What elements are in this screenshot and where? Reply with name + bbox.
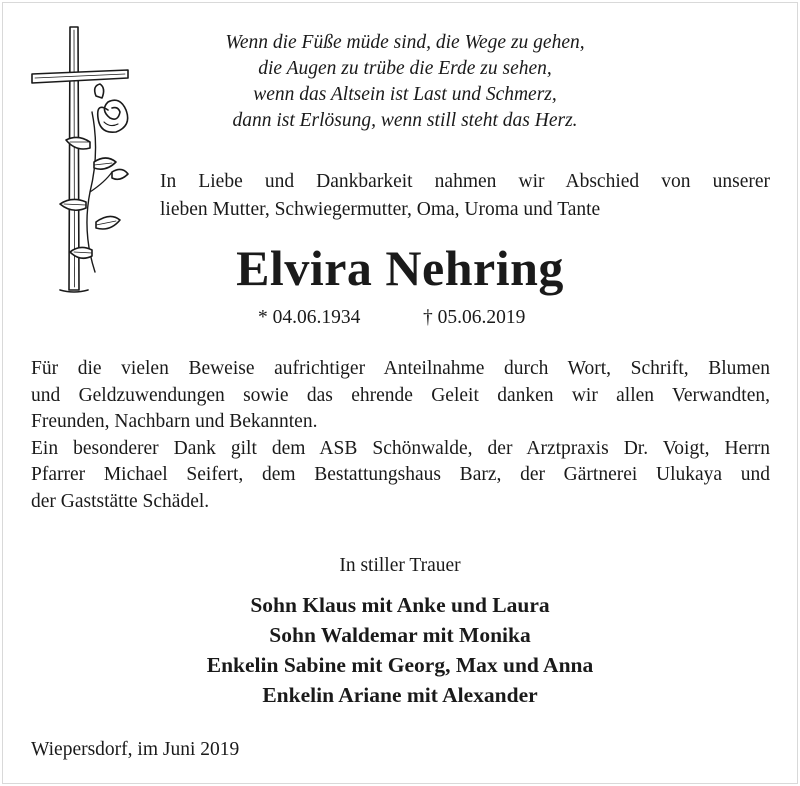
poem-line: dann ist Erlösung, wenn still steht das Herz.: [232, 110, 578, 131]
poem-line: die Augen zu trübe die Erde zu sehen,: [258, 58, 552, 79]
deceased-name: Elvira Nehring: [236, 240, 564, 296]
thanks-line: der Gaststätte Schädel.: [31, 490, 210, 512]
thanks-line: Ein besonderer Dank gilt dem ASB Schönwalde, der Arztpraxis Dr. Voigt, Herrn: [31, 437, 770, 459]
thanks-line: Pfarrer Michael Seifert, dem Bestattungshaus Barz, der Gärtnerei Ulukaya und: [31, 464, 770, 485]
mourning-label: In stiller Trauer: [339, 555, 461, 576]
place-and-date: Wiepersdorf, im Juni 2019: [31, 739, 240, 760]
cross-with-rose-icon: [20, 22, 140, 297]
intro-text: [160, 168, 770, 224]
thanks-line: Für die vielen Beweise aufrichtiger Anteilnahme durch Wort, Schrift, Blumen: [31, 358, 770, 379]
family-member: Enkelin Sabine mit Georg, Max und Anna: [206, 653, 594, 677]
intro-line: lieben Mutter, Schwiegermutter, Oma, Uroma und Tante: [160, 199, 601, 220]
birth-date: * 04.06.1934: [258, 307, 361, 328]
family-member: Sohn Klaus mit Anke und Laura: [250, 593, 550, 617]
poem: [155, 30, 655, 134]
poem-line: wenn das Altsein ist Last und Schmerz,: [253, 84, 557, 105]
family-member: Enkelin Ariane mit Alexander: [262, 683, 538, 707]
thanks-line: Freunden, Nachbarn und Bekannten.: [31, 411, 318, 432]
intro-line: In Liebe und Dankbarkeit nahmen wir Abschied von unserer: [160, 171, 770, 192]
thanks-text: [31, 356, 770, 515]
family-list: [150, 590, 650, 710]
death-date: † 05.06.2019: [423, 307, 526, 328]
poem-line: Wenn die Füße müde sind, die Wege zu gehen,: [225, 32, 585, 53]
thanks-line: und Geldzuwendungen sowie das ehrende Geleit danken wir allen Verwandten,: [31, 384, 770, 406]
family-member: Sohn Waldemar mit Monika: [269, 623, 531, 647]
